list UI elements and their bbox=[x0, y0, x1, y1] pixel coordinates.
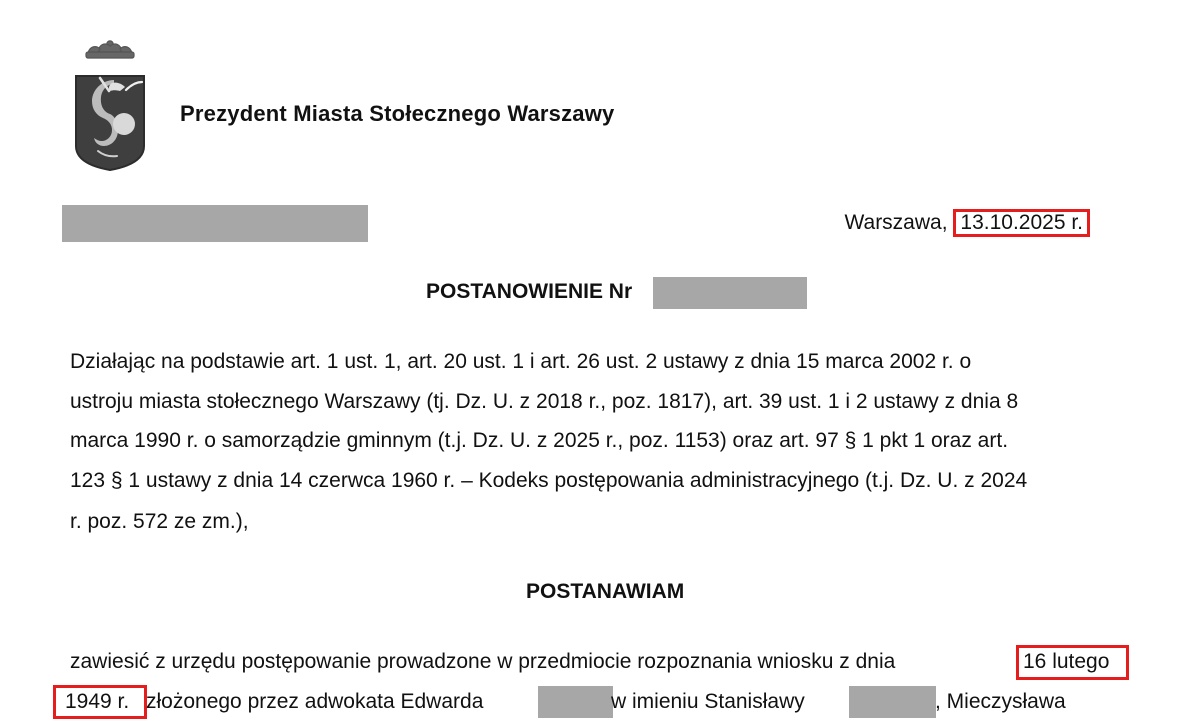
legal-basis-line-3: marca 1990 r. o samorządzie gminnym (t.j. Dz. U. z 2025 r., poz. 1153) oraz art. 97 § 1 pkt 1 oraz art. bbox=[70, 429, 1009, 452]
office-title: Prezydent Miasta Stołecznego Warszawy bbox=[180, 101, 615, 126]
warsaw-coat-of-arms-logo bbox=[68, 34, 152, 174]
redacted-reference-box bbox=[62, 205, 368, 242]
resolution-heading: POSTANAWIAM bbox=[526, 580, 685, 603]
document-date-line bbox=[844, 209, 1090, 237]
redacted-name-2 bbox=[849, 686, 936, 718]
resolution-line-2-part-1: złożonego przez adwokata Edwarda bbox=[146, 690, 484, 713]
redacted-name-1 bbox=[538, 686, 613, 718]
highlighted-date-part-2: 1949 r. bbox=[65, 690, 130, 713]
highlighted-date-part-1: 16 lutego bbox=[1023, 650, 1110, 673]
legal-basis-line-5: r. poz. 572 ze zm.), bbox=[70, 510, 249, 533]
highlighted-document-date: 13.10.2025 r. bbox=[953, 209, 1090, 237]
resolution-line-1-prefix: zawiesić z urzędu postępowanie prowadzone w przedmiocie rozpoznania wniosku z dnia bbox=[70, 650, 896, 673]
resolution-line-2-part-3: , Mieczysława bbox=[935, 690, 1066, 713]
redacted-decision-number bbox=[653, 277, 807, 309]
date-location-label: Warszawa, bbox=[844, 211, 954, 234]
legal-basis-line-1: Działając na podstawie art. 1 ust. 1, art. 20 ust. 1 i art. 26 ust. 2 ustawy z dnia 15 marca 2002 r. o bbox=[70, 350, 972, 373]
decision-heading: POSTANOWIENIE Nr bbox=[426, 280, 633, 303]
legal-basis-line-2: ustroju miasta stołecznego Warszawy (tj. Dz. U. z 2018 r., poz. 1817), art. 39 ust. 1 i 2 ustawy z dnia 8 bbox=[70, 390, 1019, 413]
resolution-line-2-part-2: w imieniu Stanisławy bbox=[611, 690, 805, 713]
legal-basis-line-4: 123 § 1 ustawy z dnia 14 czerwca 1960 r. – Kodeks postępowania administracyjnego (t.j. Dz. U. z 2024 bbox=[70, 469, 1028, 492]
